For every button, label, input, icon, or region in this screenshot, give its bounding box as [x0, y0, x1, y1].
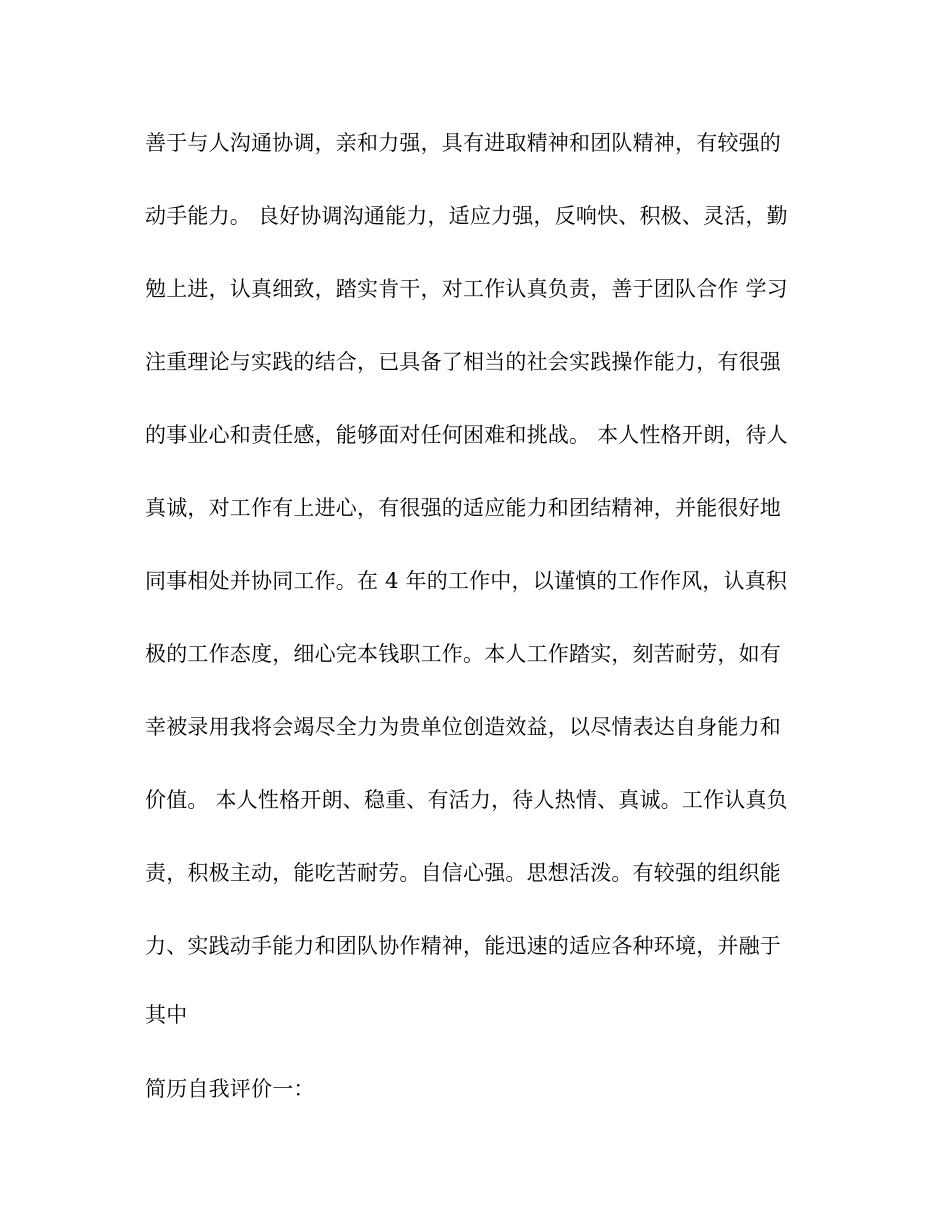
- paragraph-line: 注重理论与实践的结合，已具备了相当的社会实践操作能力，有很强: [145, 350, 781, 374]
- section-heading: 简历自我评价一：: [145, 1077, 315, 1101]
- paragraph-line: 善于与人沟通协调，亲和力强，具有进取精神和团队精神，有较强的: [145, 131, 781, 155]
- paragraph-line: 同事相处并协同工作。在 4 年的工作中，以谨慎的工作作风，认真积: [145, 569, 788, 593]
- paragraph-line: 力、实践动手能力和团队协作精神，能迅速的适应各种环境，并融于: [145, 934, 781, 958]
- paragraph-line: 真诚，对工作有上进心，有很强的适应能力和团结精神，并能很好地: [145, 496, 781, 520]
- paragraph-line: 的事业心和责任感，能够面对任何困难和挑战。 本人性格开朗，待人: [145, 423, 788, 447]
- paragraph-line: 责，积极主动，能吃苦耐劳。自信心强。思想活泼。有较强的组织能: [145, 861, 781, 885]
- paragraph-line: 动手能力。 良好协调沟通能力，适应力强，反响快、积极、灵活，勤: [145, 204, 788, 228]
- paragraph-line: 勉上进，认真细致，踏实肯干，对工作认真负责，善于团队合作 学习: [145, 277, 788, 301]
- paragraph-line: 幸被录用我将会竭尽全力为贵单位创造效益，以尽情表达自身能力和: [145, 715, 781, 739]
- paragraph-line: 其中: [145, 1003, 188, 1027]
- paragraph-line: 极的工作态度，细心完本钱职工作。本人工作踏实，刻苦耐劳，如有: [145, 642, 781, 666]
- paragraph-line: 价值。 本人性格开朗、稳重、有活力，待人热情、真诚。工作认真负: [145, 788, 788, 812]
